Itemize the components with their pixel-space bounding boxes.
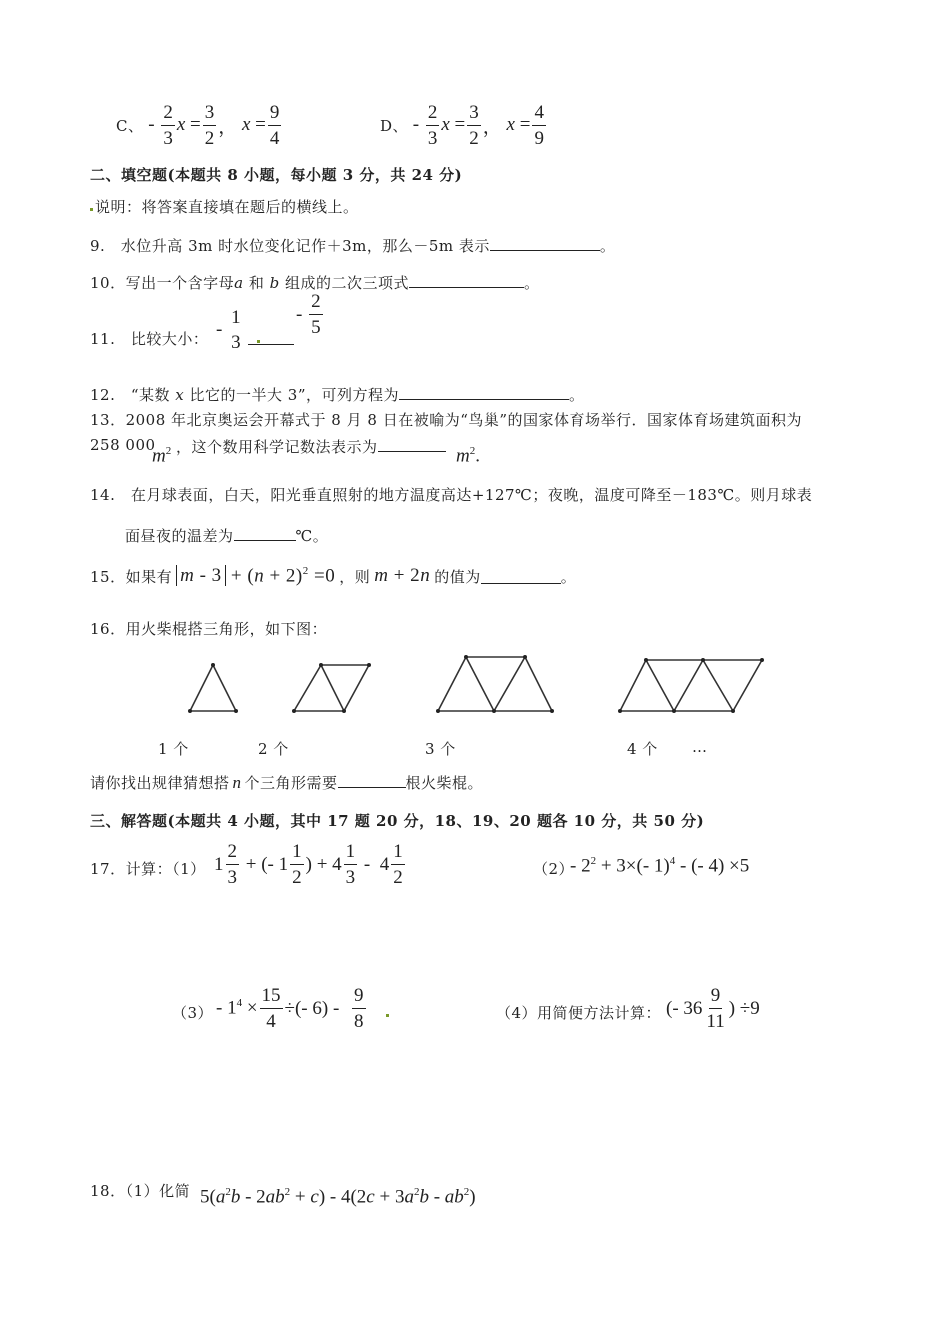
question-13-line1: 13．2008 年北京奥运会开幕式于 8 月 8 日在被喻为“鸟巢”的国家体育场举行．国家体育场建筑面积为 <box>90 411 803 429</box>
option-c-equation: - $\frac{2}{3}$ x = $\frac{3}{2}$ ， x = $\frac{9}{4}$ <box>143 101 280 149</box>
section3-title: 三、解答题(本题共 4 小题，其中 17 题 20 分，18、19、20 题各 10 分，共 50 分) <box>90 812 705 830</box>
question-14-line1: 14. 在月球表面，白天，阳光垂直照射的地方温度高达+127℃；夜晚，温度可降至－183℃。则月球表 <box>90 486 813 504</box>
question-17-part4-label: （4）用简便方法计算： <box>496 1004 662 1022</box>
question-17-part2-label: （2） <box>533 860 575 878</box>
question-17-part2-expression: - $2^2 + 3\times(-$ 1)$^4$ - (- 4) ×5 <box>570 855 750 877</box>
question-13-unit-2: $m^2$. <box>456 445 480 467</box>
question-16-text: 16．用火柴棍搭三角形，如下图： <box>90 620 328 638</box>
section2-title: 二、填空题(本题共 8 小题，每小题 3 分，共 24 分) <box>90 166 463 184</box>
option-c <box>116 100 283 150</box>
speck-mark <box>90 208 93 211</box>
figure-4-triangles <box>620 660 762 711</box>
option-c-label: C、 <box>116 116 144 135</box>
figure-caption-ellipsis: … <box>692 738 708 756</box>
question-18-label: 18．（1）化简 <box>90 1182 191 1200</box>
answer-blank-16[interactable] <box>338 773 406 788</box>
question-13-line2b: ，这个数用科学记数法表示为 <box>176 436 446 457</box>
option-d-equation: - $\frac{2}{3}$ x = $\frac{3}{2}$ ， x = $\frac{4}{9}$ <box>408 101 544 149</box>
figure-3-triangles <box>438 657 552 711</box>
question-11-label: 11. 比较大小： <box>90 330 209 348</box>
question-9: 9. 水位升高 3m 时水位变化记作＋3m，那么－5m 表示 。 <box>90 237 616 255</box>
figure-caption-2: 2 个 <box>258 740 289 758</box>
question-15: 15．如果有 $m - 3 + (n + 2)^2 =0$ ，则 m + 2n 的值为 。 <box>90 564 577 587</box>
question-15-expression: m + 2n <box>374 565 431 586</box>
answer-blank-14[interactable] <box>234 526 296 541</box>
speck-mark <box>386 1014 389 1017</box>
question-15-equation: $m - 3 + (n + 2)^2 =0$ <box>176 565 335 587</box>
speck-mark <box>257 340 260 343</box>
question-17-part4-expression: (- 36 $\frac{9}{11}$ ) ÷9 <box>666 985 760 1032</box>
question-17-label: 17．计算：（1） <box>90 860 206 878</box>
option-d <box>380 100 548 150</box>
answer-blank-12[interactable] <box>399 385 569 400</box>
figure-caption-4: 4 个 <box>627 740 658 758</box>
question-12: 12. “某数 x 比它的一半大 3”，可列方程为 。 <box>90 386 585 404</box>
question-13-unit-1: $m^2$ <box>152 445 172 467</box>
question-17-part3-expression: - $1^4$ × $\frac{15}{4}$ ÷(- 6) - $\frac{9}{8}$ <box>216 985 364 1032</box>
question-17-part3-label: （3） <box>172 1004 214 1022</box>
figure-1-triangle <box>190 665 236 711</box>
question-16-prompt: 请你找出规律猜想搭 n 个三角形需要 根火柴棍。 <box>90 773 484 792</box>
figure-2-triangles <box>294 665 369 711</box>
question-10: 10．写出一个含字母a 和 b 组成的二次三项式 。 <box>90 274 540 292</box>
question-14-line2: 面昼夜的温差为 ℃。 <box>125 527 329 545</box>
answer-blank-13[interactable] <box>378 437 446 452</box>
question-18-expression: $5(a^2b - 2ab^2 + c) - 4(2c + 3a^2b - ab^2)$ <box>200 1186 476 1208</box>
answer-blank-11[interactable] <box>248 344 294 345</box>
section2-note: 说明：将答案直接填在题后的横线上。 <box>95 198 359 216</box>
figure-caption-3: 3 个 <box>425 740 456 758</box>
question-13-line2: 258 000 <box>90 436 156 454</box>
question-17-part1-expression: 1 $\frac{2}{3}$ + (- 1 $\frac{1}{2}$ ) + 4 $\frac{1}{3}$ - 4 $\frac{1}{2}$ <box>214 841 403 888</box>
answer-blank-15[interactable] <box>481 569 561 584</box>
answer-blank-10[interactable] <box>409 273 524 288</box>
answer-blank-9[interactable] <box>490 236 600 251</box>
question-11-frac2: - $\frac{2}{5}$ <box>296 291 321 338</box>
question-11-frac1: - 1 3 <box>216 307 241 353</box>
matchstick-triangles-figure <box>170 645 790 725</box>
figure-caption-1: 1 个 <box>158 740 189 758</box>
question-9-text: 9. 水位升高 3m 时水位变化记作＋3m，那么－5m 表示 <box>90 237 490 255</box>
option-d-label: D、 <box>380 116 409 135</box>
